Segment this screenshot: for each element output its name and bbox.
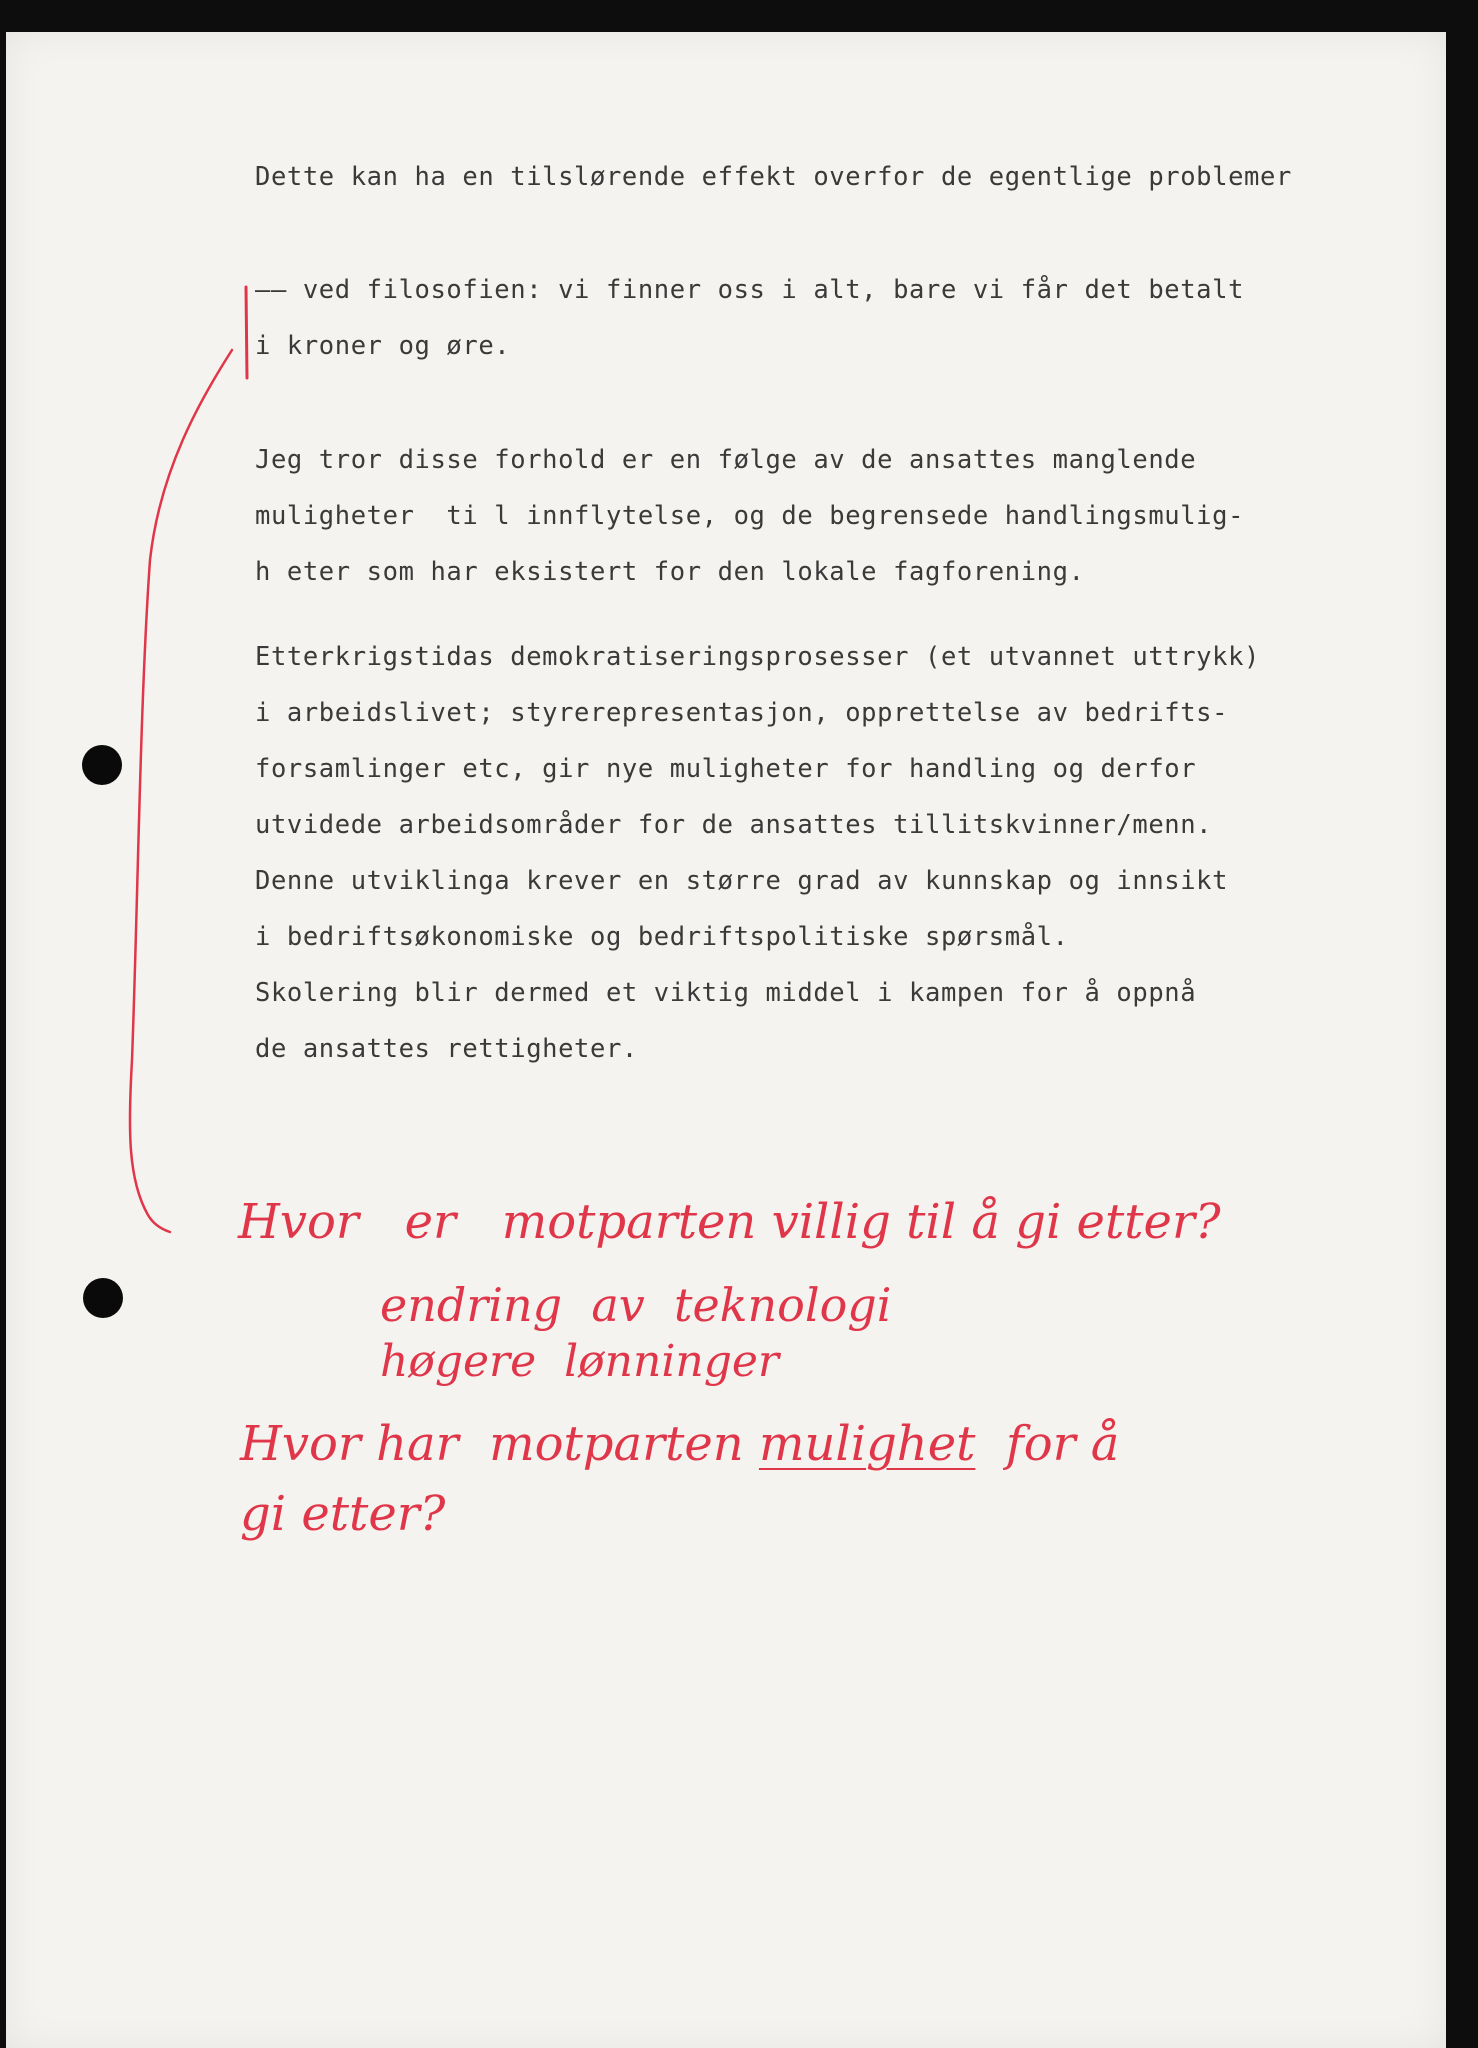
punch-hole-bottom <box>83 1278 123 1318</box>
typed-line-3: i kroner og øre. <box>255 331 511 361</box>
typed-line-7: Etterkrigstidas demokratiseringsprosesser (et utvannet uttrykk) <box>255 642 1260 672</box>
typed-line-9: forsamlinger etc, gir nye muligheter for handling og derfor <box>255 754 1197 784</box>
typed-line-1: Dette kan ha en tilslørende effekt overfor de egentlige problemer <box>255 162 1292 192</box>
typed-line-8: i arbeidslivet; styrerepresentasjon, opprettelse av bedrifts- <box>255 698 1229 728</box>
handwritten-note-line-4 <box>240 1416 1120 1472</box>
handwritten-note-line-3: høgere lønninger <box>380 1336 779 1387</box>
handwritten-note-line-1: Hvor er motparten villig til å gi etter? <box>238 1194 1221 1250</box>
typed-line-6: h eter som har eksistert for den lokale fagforening. <box>255 557 1085 587</box>
handwritten-underlined-word: mulighet <box>758 1416 976 1472</box>
typed-line-13: Skolering blir dermed et viktig middel i kampen for å oppnå <box>255 978 1197 1008</box>
typed-line-12: i bedriftsøkonomiske og bedriftspolitiske spørsmål. <box>255 922 1069 952</box>
handwritten-note-line-2: endring av teknologi <box>380 1278 892 1332</box>
typed-line-10: utvidede arbeidsområder for de ansattes tillitskvinner/menn. <box>255 810 1213 840</box>
handwritten-note-line-4-end: for å <box>975 1416 1120 1472</box>
handwritten-note-line-4-start: Hvor har motparten <box>240 1416 759 1472</box>
typed-line-4: Jeg tror disse forhold er en følge av de ansattes manglende <box>255 445 1197 475</box>
typed-line-14: de ansattes rettigheter. <box>255 1034 638 1064</box>
punch-hole-top <box>82 745 122 785</box>
typed-line-5: muligheter ti l innflytelse, og de begrensede handlingsmulig- <box>255 501 1245 531</box>
typed-line-11: Denne utviklinga krever en større grad av kunnskap og innsikt <box>255 866 1229 896</box>
typed-line-2: —— ved filosofien: vi finner oss i alt, bare vi får det betalt <box>255 275 1245 305</box>
document-page <box>6 32 1446 2048</box>
handwritten-note-line-5: gi etter? <box>240 1486 446 1542</box>
